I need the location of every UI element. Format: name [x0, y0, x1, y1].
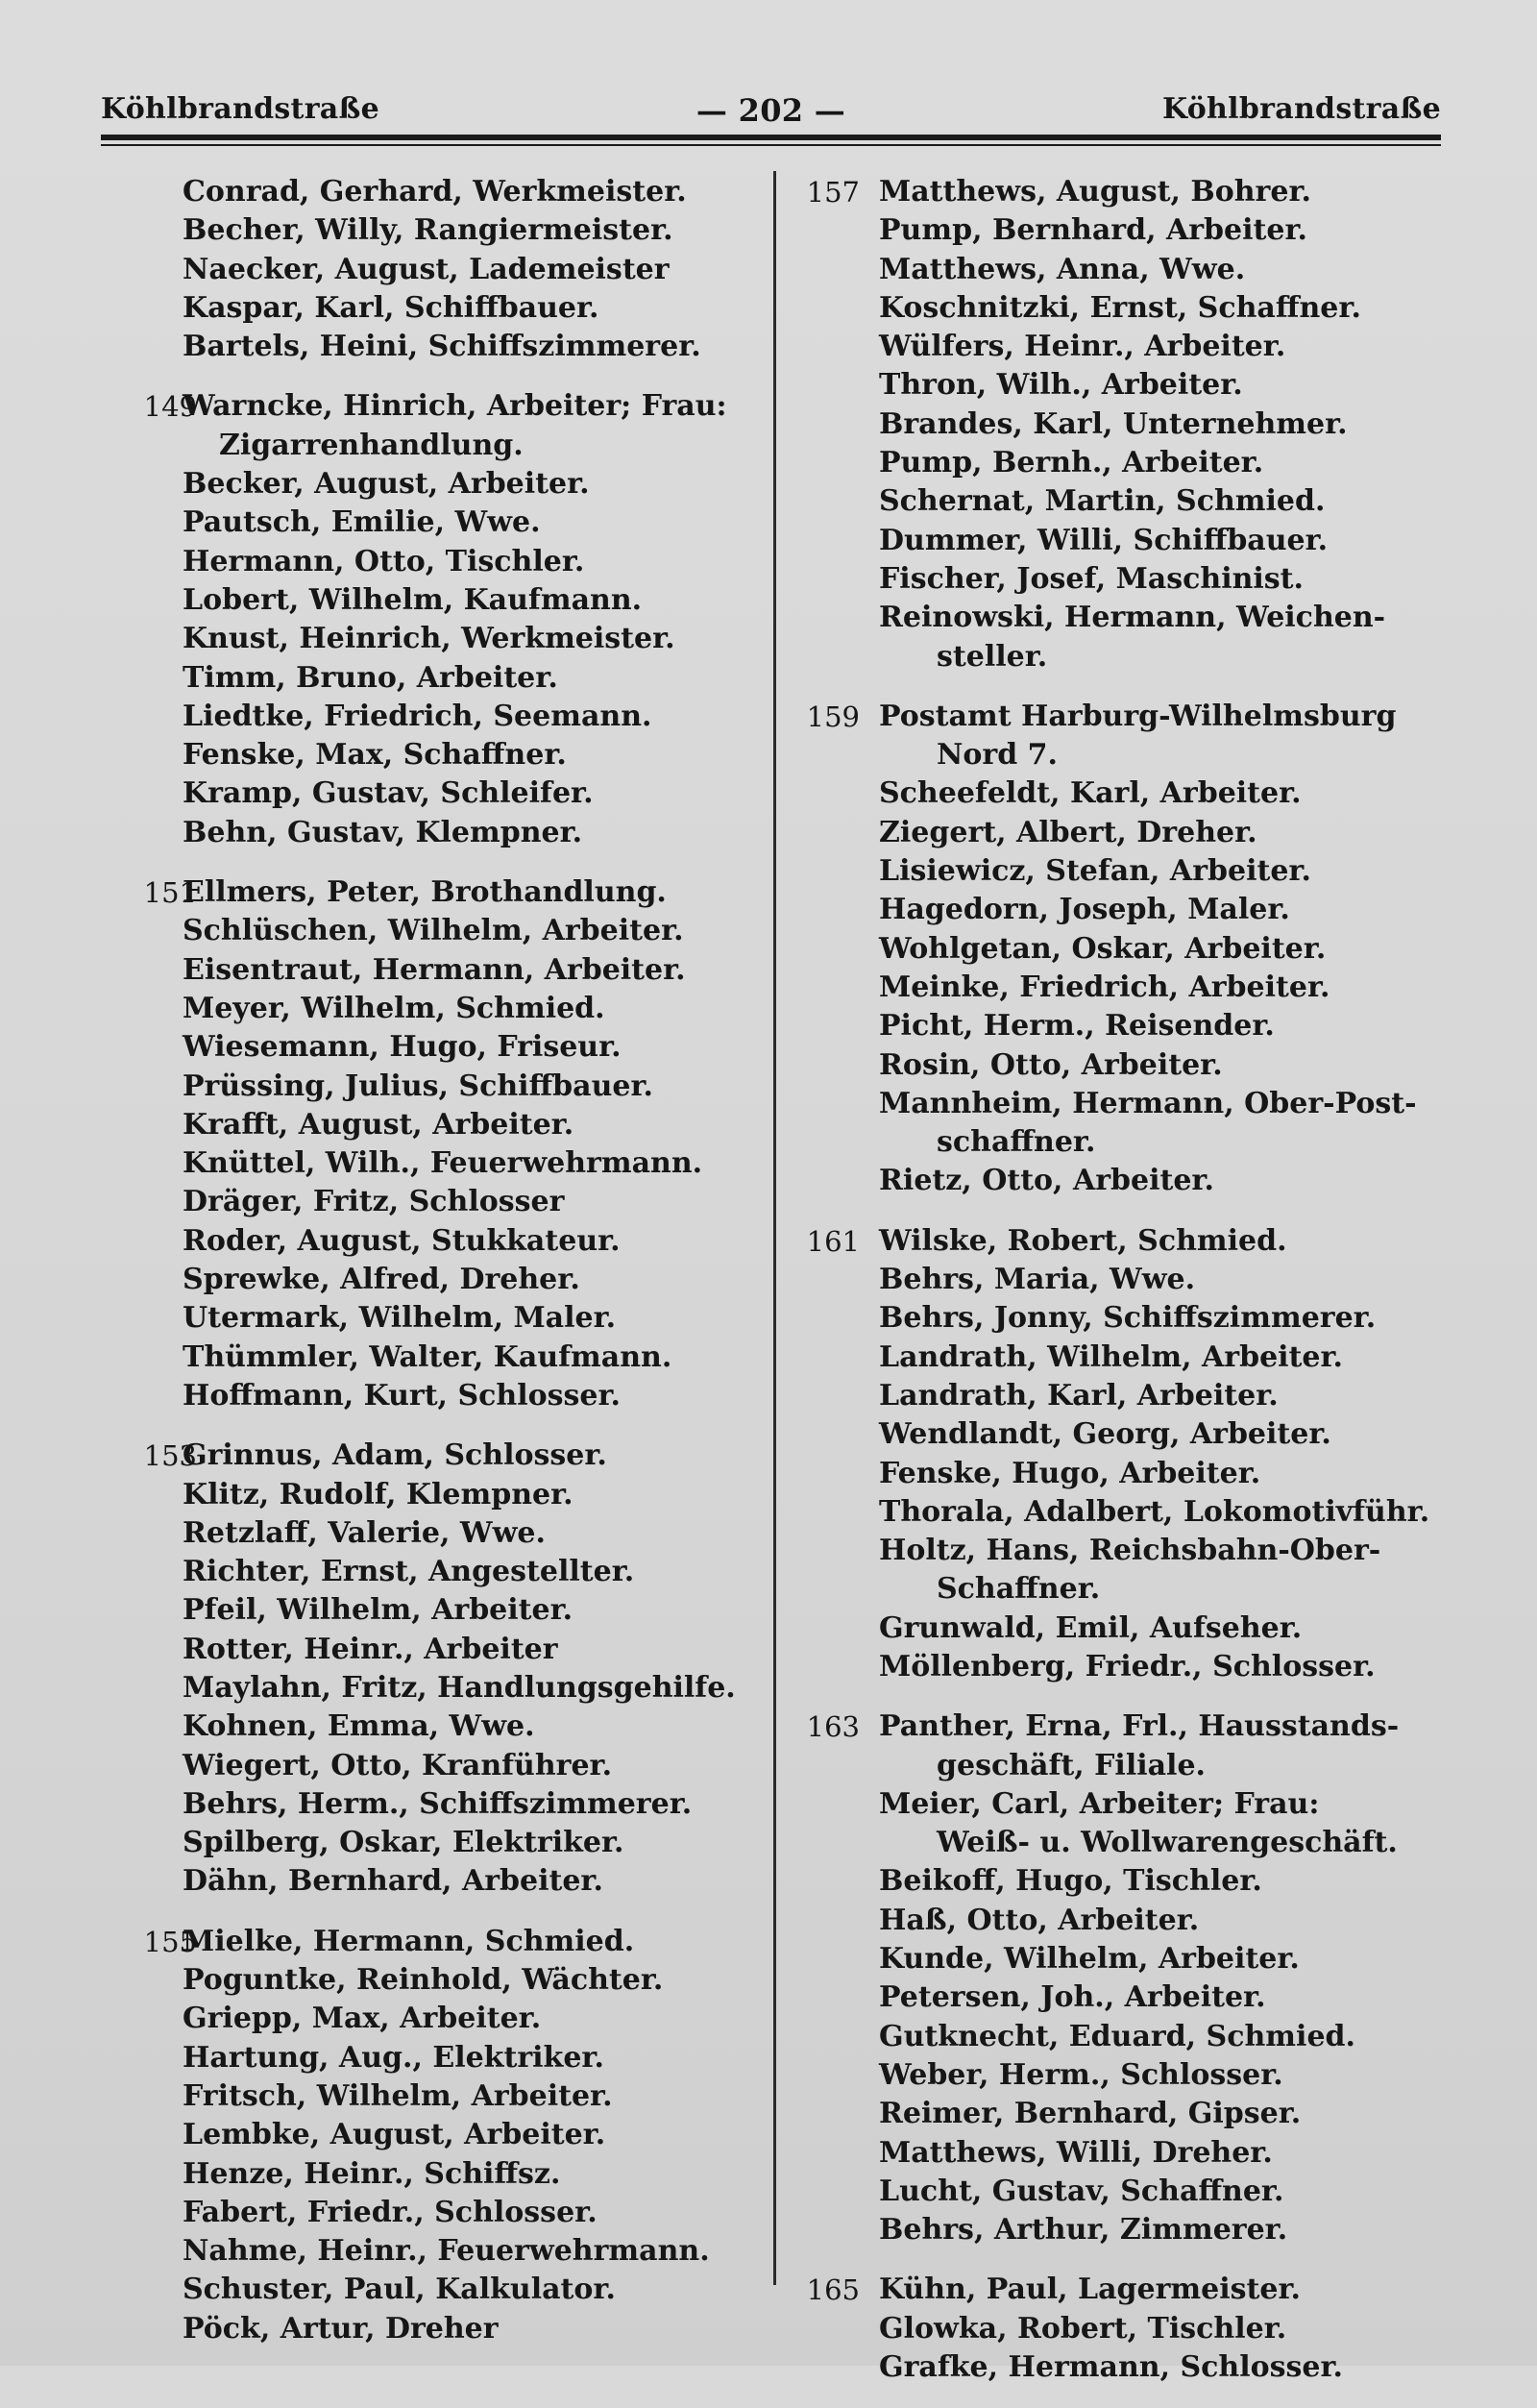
resident-entry: Möllenberg, Friedr., Schlosser.: [879, 1649, 1376, 1683]
directory-row: [106, 328, 768, 366]
resident-entry: Petersen, Joh., Arbeiter.: [879, 1980, 1266, 2015]
directory-row: [106, 2116, 768, 2154]
resident-entry: Panther, Erna, Frl., Hausstands-: [879, 1709, 1400, 1744]
resident-entry: Grinnus, Adam, Schlosser.: [183, 1438, 607, 1473]
resident-entry: Picht, Herm., Reisender.: [879, 1009, 1275, 1044]
house-number: 161: [806, 1224, 860, 1258]
resident-entry: Timm, Bruno, Arbeiter.: [183, 660, 558, 695]
resident-entry: Krafft, August, Arbeiter.: [183, 1107, 574, 1142]
street-name-right: Köhlbrandstraße: [1161, 92, 1441, 126]
resident-entry: Zigarrenhandlung.: [219, 428, 524, 462]
resident-entry: Roder, August, Stukkateur.: [183, 1223, 621, 1258]
resident-entry: Behrs, Herm., Schiffszimmerer.: [183, 1786, 693, 1821]
resident-entry: Grunwald, Emil, Aufseher.: [879, 1610, 1303, 1645]
directory-row: [783, 698, 1455, 736]
resident-entry: Fenske, Hugo, Arbeiter.: [879, 1456, 1261, 1490]
directory-row: [783, 1007, 1455, 1045]
resident-entry: Hartung, Aug., Elektriker.: [183, 2040, 604, 2075]
directory-row: [783, 328, 1455, 366]
directory-row: [783, 736, 1455, 774]
directory-row: [106, 620, 768, 658]
resident-entry: Thümmler, Walter, Kaufmann.: [183, 1339, 672, 1374]
resident-entry: Bartels, Heini, Schiffszimmerer.: [183, 330, 701, 364]
directory-row: [106, 873, 768, 912]
resident-entry: Matthews, Willi, Dreher.: [879, 2135, 1273, 2170]
house-number: 151: [143, 876, 197, 910]
directory-row: [783, 560, 1455, 599]
directory-row: [783, 638, 1455, 676]
resident-entry: Kühn, Paul, Lagermeister.: [879, 2273, 1301, 2307]
resident-entry: Meier, Carl, Arbeiter; Frau:: [879, 1786, 1320, 1821]
resident-entry: Lembke, August, Arbeiter.: [183, 2118, 606, 2152]
resident-entry: Rosin, Otto, Arbeiter.: [879, 1047, 1223, 1082]
directory-row: [106, 736, 768, 774]
resident-entry: Retzlaff, Valerie, Wwe.: [183, 1515, 546, 1550]
directory-row: [783, 2095, 1455, 2133]
directory-row: [783, 1261, 1455, 1299]
directory-row: [783, 2018, 1455, 2056]
directory-row: [106, 1437, 768, 1475]
directory-row: [106, 1591, 768, 1630]
house-number: 149: [143, 390, 197, 424]
directory-row: [783, 1299, 1455, 1338]
resident-entry: Knust, Heinrich, Werkmeister.: [183, 622, 675, 656]
resident-entry: Fischer, Josef, Maschinist.: [879, 561, 1304, 596]
street-name-left: Köhlbrandstraße: [101, 92, 380, 126]
directory-row: [783, 405, 1455, 444]
resident-entry: Mielke, Hermann, Schmied.: [183, 1924, 635, 1958]
directory-row: [783, 1747, 1455, 1785]
resident-entry: Kunde, Wilhelm, Arbeiter.: [879, 1942, 1300, 1977]
directory-row: [783, 1222, 1455, 1261]
directory-row: [783, 1978, 1455, 2017]
directory-row: [106, 2039, 768, 2077]
directory-row: [783, 173, 1455, 211]
directory-row: [783, 1708, 1455, 1746]
resident-entry: Spilberg, Oskar, Elektriker.: [183, 1826, 624, 1860]
resident-entry: Pfeil, Wilhelm, Arbeiter.: [183, 1593, 573, 1628]
directory-row: [106, 1747, 768, 1785]
directory-row: [106, 1106, 768, 1144]
resident-entry: Hoffmann, Kurt, Schlosser.: [183, 1378, 621, 1413]
directory-row: [783, 211, 1455, 250]
resident-entry: Pump, Bernh., Arbeiter.: [879, 446, 1264, 480]
house-number: 165: [806, 2273, 860, 2307]
resident-entry: Wülfers, Heinr., Arbeiter.: [879, 330, 1286, 364]
resident-entry: Landrath, Wilhelm, Arbeiter.: [879, 1339, 1343, 1374]
directory-row: [106, 1708, 768, 1746]
resident-entry: Matthews, August, Bohrer.: [879, 175, 1311, 209]
directory-row: [783, 969, 1455, 1007]
directory-row: [783, 1862, 1455, 1901]
resident-entry: Reinowski, Hermann, Weichen-: [879, 601, 1386, 635]
directory-row: [106, 1631, 768, 1669]
resident-entry: Ellmers, Peter, Brothandlung.: [183, 875, 667, 910]
resident-entry: Eisentraut, Hermann, Arbeiter.: [183, 952, 686, 987]
directory-row: [106, 1862, 768, 1901]
left-column: [106, 173, 768, 2370]
directory-row: [783, 1162, 1455, 1200]
house-block: [783, 1708, 1455, 2249]
resident-entry: Scheefeldt, Karl, Arbeiter.: [879, 776, 1302, 811]
directory-row: [106, 1183, 768, 1221]
house-block: [106, 1437, 768, 1902]
directory-row: [106, 2271, 768, 2309]
directory-row: [106, 1923, 768, 1961]
directory-row: [783, 2211, 1455, 2249]
directory-row: [106, 1068, 768, 1106]
resident-entry: Prüssing, Julius, Schiffbauer.: [183, 1069, 653, 1103]
directory-row: [783, 482, 1455, 521]
directory-row: [783, 1648, 1455, 1686]
resident-entry: Fritsch, Wilhelm, Arbeiter.: [183, 2078, 613, 2113]
resident-entry: Koschnitzki, Ernst, Schaffner.: [879, 290, 1361, 325]
directory-row: [783, 2310, 1455, 2348]
resident-entry: Lisiewicz, Stefan, Arbeiter.: [879, 854, 1311, 889]
house-block: [783, 698, 1455, 1201]
house-block: [783, 173, 1455, 676]
resident-entry: Fabert, Friedr., Schlosser.: [183, 2195, 598, 2229]
directory-row: [106, 1339, 768, 1377]
resident-entry: Kohnen, Emma, Wwe.: [183, 1709, 535, 1744]
house-block: [106, 873, 768, 1415]
directory-row: [783, 1785, 1455, 1824]
directory-row: [106, 814, 768, 852]
directory-row: [783, 1940, 1455, 1978]
directory-row: [783, 366, 1455, 405]
page-number: — 202 —: [695, 92, 846, 129]
directory-row: [783, 1046, 1455, 1085]
resident-entry: Wilske, Robert, Schmied.: [879, 1223, 1287, 1258]
directory-row: [106, 504, 768, 542]
running-head: [101, 85, 1441, 142]
directory-row: [783, 1377, 1455, 1415]
directory-row: [106, 465, 768, 504]
house-block: [783, 1222, 1455, 1687]
right-column: [783, 173, 1455, 2408]
directory-row: [783, 1570, 1455, 1609]
resident-entry: Schuster, Paul, Kalkulator.: [183, 2273, 616, 2307]
resident-entry: Wohlgetan, Oskar, Arbeiter.: [879, 931, 1327, 966]
directory-row: [106, 543, 768, 581]
resident-entry: Lucht, Gustav, Schaffner.: [879, 2174, 1284, 2208]
directory-row: [783, 1415, 1455, 1454]
resident-entry: Pöck, Artur, Dreher: [183, 2311, 499, 2346]
directory-row: [106, 990, 768, 1028]
directory-row: [783, 444, 1455, 482]
resident-entry: Rietz, Otto, Arbeiter.: [879, 1164, 1214, 1198]
resident-entry: Meinke, Friedrich, Arbeiter.: [879, 970, 1330, 1004]
resident-entry: Pump, Bernhard, Arbeiter.: [879, 213, 1307, 248]
directory-row: [106, 2310, 768, 2348]
directory-row: [106, 1824, 768, 1862]
directory-row: [783, 1824, 1455, 1862]
resident-entry: Klitz, Rudolf, Klempner.: [183, 1477, 573, 1511]
directory-row: [106, 2194, 768, 2232]
resident-entry: Kaspar, Karl, Schiffbauer.: [183, 290, 599, 325]
resident-entry: Haß, Otto, Arbeiter.: [879, 1903, 1200, 1937]
directory-row: [783, 814, 1455, 852]
directory-row: [106, 427, 768, 465]
resident-entry: Richter, Ernst, Angestellter.: [183, 1555, 635, 1589]
directory-row: [783, 289, 1455, 328]
header-rule-thin: [101, 144, 1441, 146]
resident-entry: Naecker, August, Lademeister: [183, 252, 670, 286]
house-block: [106, 387, 768, 852]
resident-entry: steller.: [937, 639, 1048, 674]
resident-entry: Gutknecht, Eduard, Schmied.: [879, 2019, 1355, 2053]
resident-entry: Behrs, Arthur, Zimmerer.: [879, 2213, 1288, 2248]
directory-row: [106, 2000, 768, 2038]
directory-row: [783, 522, 1455, 560]
header-rule-thick: [101, 135, 1441, 140]
resident-entry: Fenske, Max, Schaffner.: [183, 738, 567, 773]
directory-row: [783, 2271, 1455, 2309]
directory-row: [106, 698, 768, 736]
directory-row: [783, 891, 1455, 929]
resident-entry: Liedtke, Friedrich, Seemann.: [183, 699, 652, 733]
resident-entry: Griepp, Max, Arbeiter.: [183, 2002, 542, 2036]
directory-row: [106, 173, 768, 211]
resident-entry: Behn, Gustav, Klempner.: [183, 815, 583, 849]
directory-row: [783, 1455, 1455, 1493]
directory-row: [783, 1609, 1455, 1648]
resident-entry: Ziegert, Albert, Dreher.: [879, 815, 1257, 849]
directory-row: [783, 930, 1455, 969]
directory-row: [783, 774, 1455, 813]
house-block: [783, 2271, 1455, 2387]
resident-entry: Lobert, Wilhelm, Kaufmann.: [183, 582, 643, 617]
directory-row: [106, 912, 768, 950]
resident-entry: Hermann, Otto, Tischler.: [183, 544, 585, 578]
resident-entry: Schaffner.: [937, 1572, 1101, 1607]
resident-entry: Glowka, Robert, Tischler.: [879, 2311, 1287, 2346]
resident-entry: Beikoff, Hugo, Tischler.: [879, 1864, 1262, 1899]
directory-row: [106, 774, 768, 813]
resident-entry: Dräger, Fritz, Schlosser: [183, 1185, 565, 1219]
directory-row: [783, 1339, 1455, 1377]
directory-row: [783, 852, 1455, 891]
house-number: 157: [806, 176, 860, 209]
directory-row: [783, 1493, 1455, 1532]
resident-entry: Sprewke, Alfred, Dreher.: [183, 1263, 580, 1297]
resident-entry: Weiß- u. Wollwarengeschäft.: [937, 1826, 1398, 1860]
directory-row: [783, 251, 1455, 289]
resident-entry: Nahme, Heinr., Feuerwehrmann.: [183, 2234, 710, 2269]
directory-row: [106, 1144, 768, 1183]
resident-entry: Wendlandt, Georg, Arbeiter.: [879, 1417, 1331, 1452]
directory-row: [106, 951, 768, 990]
directory-row: [106, 1028, 768, 1067]
directory-row: [106, 1553, 768, 1591]
resident-entry: schaffner.: [937, 1125, 1096, 1160]
resident-entry: Brandes, Karl, Unternehmer.: [879, 406, 1348, 441]
house-number: 153: [143, 1439, 197, 1473]
resident-entry: Holtz, Hans, Reichsbahn-Ober-: [879, 1534, 1381, 1568]
resident-entry: Behrs, Jonny, Schiffszimmerer.: [879, 1301, 1377, 1336]
house-block: [106, 1923, 768, 2348]
directory-row: [106, 251, 768, 289]
resident-entry: Meyer, Wilhelm, Schmied.: [183, 991, 605, 1025]
resident-entry: Warncke, Hinrich, Arbeiter; Frau:: [183, 389, 727, 424]
directory-row: [783, 2134, 1455, 2173]
resident-entry: Nord 7.: [937, 738, 1058, 773]
resident-entry: Schlüschen, Wilhelm, Arbeiter.: [183, 914, 684, 948]
resident-entry: Weber, Herm., Schlosser.: [879, 2057, 1283, 2092]
directory-row: [106, 1261, 768, 1299]
resident-entry: Rotter, Heinr., Arbeiter: [183, 1632, 558, 1666]
resident-entry: Schernat, Martin, Schmied.: [879, 484, 1326, 519]
resident-entry: Postamt Harburg-Wilhelmsburg: [879, 699, 1397, 733]
resident-entry: Henze, Heinr., Schiffsz.: [183, 2156, 561, 2191]
directory-row: [106, 211, 768, 250]
resident-entry: Poguntke, Reinhold, Wächter.: [183, 1963, 664, 1998]
directory-row: [783, 2056, 1455, 2095]
resident-entry: Wiegert, Otto, Kranführer.: [183, 1748, 613, 1782]
directory-row: [106, 2077, 768, 2116]
directory-row: [106, 581, 768, 620]
resident-entry: Matthews, Anna, Wwe.: [879, 252, 1246, 286]
resident-entry: Becker, August, Arbeiter.: [183, 467, 590, 502]
house-number: 163: [806, 1710, 860, 1744]
resident-entry: Becher, Willy, Rangiermeister.: [183, 213, 673, 248]
directory-row: [106, 659, 768, 698]
house-number: 159: [806, 700, 860, 733]
resident-entry: geschäft, Filiale.: [937, 1748, 1206, 1782]
directory-row: [106, 2155, 768, 2194]
resident-entry: Mannheim, Hermann, Ober-Post-: [879, 1086, 1417, 1120]
directory-row: [106, 1669, 768, 1708]
resident-entry: Kramp, Gustav, Schleifer.: [183, 776, 594, 811]
directory-row: [106, 1476, 768, 1514]
directory-row: [783, 1902, 1455, 1940]
resident-entry: Pautsch, Emilie, Wwe.: [183, 505, 541, 540]
directory-row: [106, 1377, 768, 1415]
resident-entry: Thorala, Adalbert, Lokomotivführ.: [879, 1494, 1430, 1529]
directory-row: [783, 2348, 1455, 2387]
resident-entry: Wiesemann, Hugo, Friseur.: [183, 1030, 622, 1065]
resident-entry: Reimer, Bernhard, Gipser.: [879, 2097, 1302, 2131]
resident-entry: Dähn, Bernhard, Arbeiter.: [183, 1864, 603, 1899]
directory-row: [106, 1785, 768, 1824]
resident-entry: Utermark, Wilhelm, Maler.: [183, 1301, 617, 1336]
house-number: 155: [143, 1925, 197, 1958]
resident-entry: Dummer, Willi, Schiffbauer.: [879, 523, 1329, 557]
resident-entry: Grafke, Hermann, Schlosser.: [879, 2350, 1343, 2385]
directory-row: [106, 1222, 768, 1261]
directory-row: [106, 1299, 768, 1338]
directory-row: [783, 1532, 1455, 1570]
directory-row: [106, 2232, 768, 2271]
house-block: [106, 173, 768, 366]
resident-entry: Maylahn, Fritz, Handlungsgehilfe.: [183, 1670, 736, 1705]
directory-row: [783, 2173, 1455, 2211]
resident-entry: Thron, Wilh., Arbeiter.: [879, 368, 1243, 403]
resident-entry: Conrad, Gerhard, Werkmeister.: [183, 175, 687, 209]
column-divider: [773, 171, 776, 2285]
resident-entry: Landrath, Karl, Arbeiter.: [879, 1378, 1279, 1413]
directory-row: [783, 1123, 1455, 1162]
directory-row: [783, 599, 1455, 637]
directory-row: [106, 1514, 768, 1553]
resident-entry: Knüttel, Wilh., Feuerwehrmann.: [183, 1146, 703, 1181]
directory-row: [106, 1961, 768, 2000]
directory-row: [106, 289, 768, 328]
resident-entry: Hagedorn, Joseph, Maler.: [879, 893, 1290, 927]
directory-row: [783, 1085, 1455, 1123]
directory-row: [106, 387, 768, 426]
resident-entry: Behrs, Maria, Wwe.: [879, 1263, 1196, 1297]
